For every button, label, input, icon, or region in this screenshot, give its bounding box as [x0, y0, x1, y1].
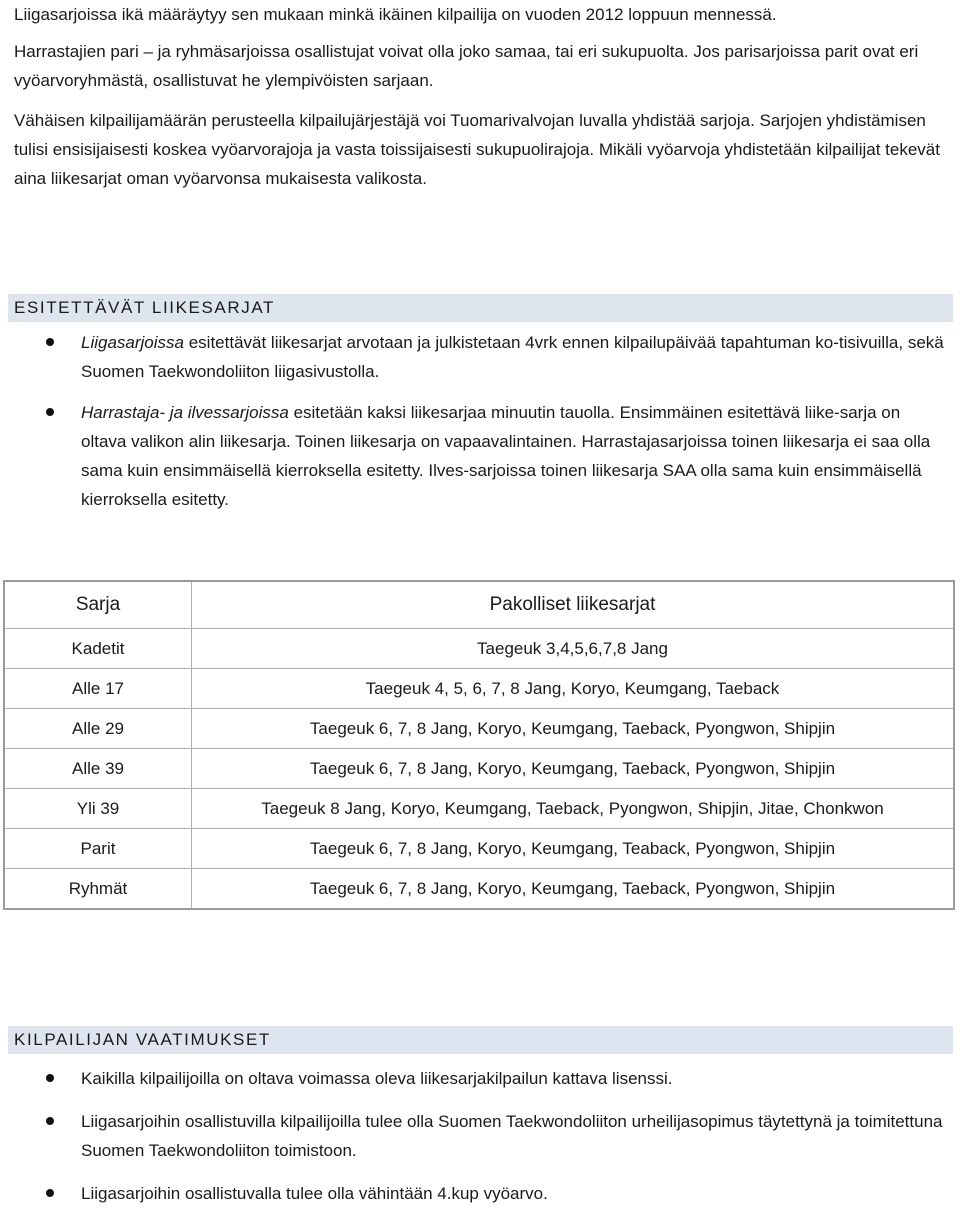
forms-cell: Taegeuk 4, 5, 6, 7, 8 Jang, Koryo, Keumgang, Taeback	[192, 669, 955, 709]
table-row	[4, 669, 954, 709]
series-cell: Alle 39	[4, 749, 192, 789]
series-forms-table	[3, 580, 955, 910]
bullet-icon	[46, 1117, 54, 1125]
table-row	[4, 709, 954, 749]
series-cell: Kadetit	[4, 629, 192, 669]
section-heading-competitor-requirements: KILPAILIJAN VAATIMUKSET	[8, 1026, 953, 1054]
table-row	[4, 629, 954, 669]
list-item	[0, 1179, 950, 1208]
list-item-text: Liigasarjoihin osallistuvalla tulee olla vähintään 4.kup vyöarvo.	[81, 1184, 548, 1203]
forms-cell: Taegeuk 6, 7, 8 Jang, Koryo, Keumgang, Teaback, Pyongwon, Shipjin	[192, 829, 955, 869]
bullet-icon	[46, 408, 54, 416]
paragraph-text: Harrastajien pari – ja ryhmäsarjoissa osallistujat voivat olla joko samaa, tai eri sukupuolta. Jos parisarjoissa parit ovat eri vyöarvoryhmästä, osallistuvat he ylempivöisten sarjaan.	[14, 42, 919, 90]
forms-cell: Taegeuk 6, 7, 8 Jang, Koryo, Keumgang, Taeback, Pyongwon, Shipjin	[192, 749, 955, 789]
list-item-text: esitettävät liikesarjat arvotaan ja julkistetaan 4vrk ennen kilpailupäivää tapahtuman ko-tisivuilla, sekä Suomen Taekwondoliiton liigasivustolla.	[81, 333, 944, 381]
column-header-series: Sarja	[4, 581, 192, 629]
table-row	[4, 789, 954, 829]
section-heading-performed-forms: ESITETTÄVÄT LIIKESARJAT	[8, 294, 953, 322]
list-item-text: esitetään kaksi liikesarjaa minuutin tauolla. Ensimmäinen esitettävä liike-sarja on oltava valikon alin liikesarja. Toinen liikesarja on vapaavalintainen. Harrastajasarjoissa toinen liikesarja ei saa olla sama kuin ensimmäisellä kierroksella esitetty. Ilves-sarjoissa toinen liikesarja SAA olla sama kuin ensimmäisellä kierroksella esitetty.	[81, 403, 931, 509]
performed-forms-list	[0, 328, 950, 514]
forms-cell: Taegeuk 3,4,5,6,7,8 Jang	[192, 629, 955, 669]
bullet-icon	[46, 1189, 54, 1197]
list-item-text: Liigasarjoihin osallistuvilla kilpailijoilla tulee olla Suomen Taekwondoliiton urheilijasopimus täytettynä ja toimitettuna Suomen Taekwondoliiton toimistoon.	[81, 1112, 943, 1160]
bullet-icon	[46, 1074, 54, 1082]
emphasis-text: Harrastaja- ja ilvessarjoissa	[81, 403, 289, 422]
table-header-row	[4, 581, 954, 629]
table-row	[4, 869, 954, 910]
series-cell: Yli 39	[4, 789, 192, 829]
series-cell: Ryhmät	[4, 869, 192, 910]
intro-paragraph-pairs	[14, 37, 949, 95]
table-row	[4, 829, 954, 869]
paragraph-text: Liigasarjoissa ikä määräytyy sen mukaan minkä ikäinen kilpailija on vuoden 2012 loppuun mennessä.	[14, 5, 777, 24]
list-item	[0, 1064, 950, 1093]
series-cell: Alle 29	[4, 709, 192, 749]
series-cell: Parit	[4, 829, 192, 869]
emphasis-text: Liigasarjoissa	[81, 333, 184, 352]
forms-cell: Taegeuk 6, 7, 8 Jang, Koryo, Keumgang, Taeback, Pyongwon, Shipjin	[192, 869, 955, 910]
column-header-forms: Pakolliset liikesarjat	[192, 581, 955, 629]
table-row	[4, 749, 954, 789]
intro-paragraph-merging	[14, 106, 949, 193]
competitor-requirements-list	[0, 1064, 950, 1208]
bullet-icon	[46, 338, 54, 346]
list-item	[0, 398, 950, 514]
list-item	[0, 328, 950, 386]
series-cell: Alle 17	[4, 669, 192, 709]
list-item	[0, 1107, 950, 1165]
paragraph-text: Vähäisen kilpailijamäärän perusteella kilpailujärjestäjä voi Tuomarivalvojan luvalla yhdistää sarjoja. Sarjojen yhdistämisen tulisi ensisijaisesti koskea vyöarvorajoja ja vasta toissijaisesti sukupuolirajoja. Mikäli vyöarvoja yhdistetään kilpailijat tekevät aina liikesarjat oman vyöarvonsa mukaisesta valikosta.	[14, 111, 940, 188]
forms-cell: Taegeuk 6, 7, 8 Jang, Koryo, Keumgang, Taeback, Pyongwon, Shipjin	[192, 709, 955, 749]
intro-paragraph-age	[14, 0, 949, 29]
list-item-text: Kaikilla kilpailijoilla on oltava voimassa oleva liikesarjakilpailun kattava lisenssi.	[81, 1069, 673, 1088]
forms-cell: Taegeuk 8 Jang, Koryo, Keumgang, Taeback, Pyongwon, Shipjin, Jitae, Chonkwon	[192, 789, 955, 829]
